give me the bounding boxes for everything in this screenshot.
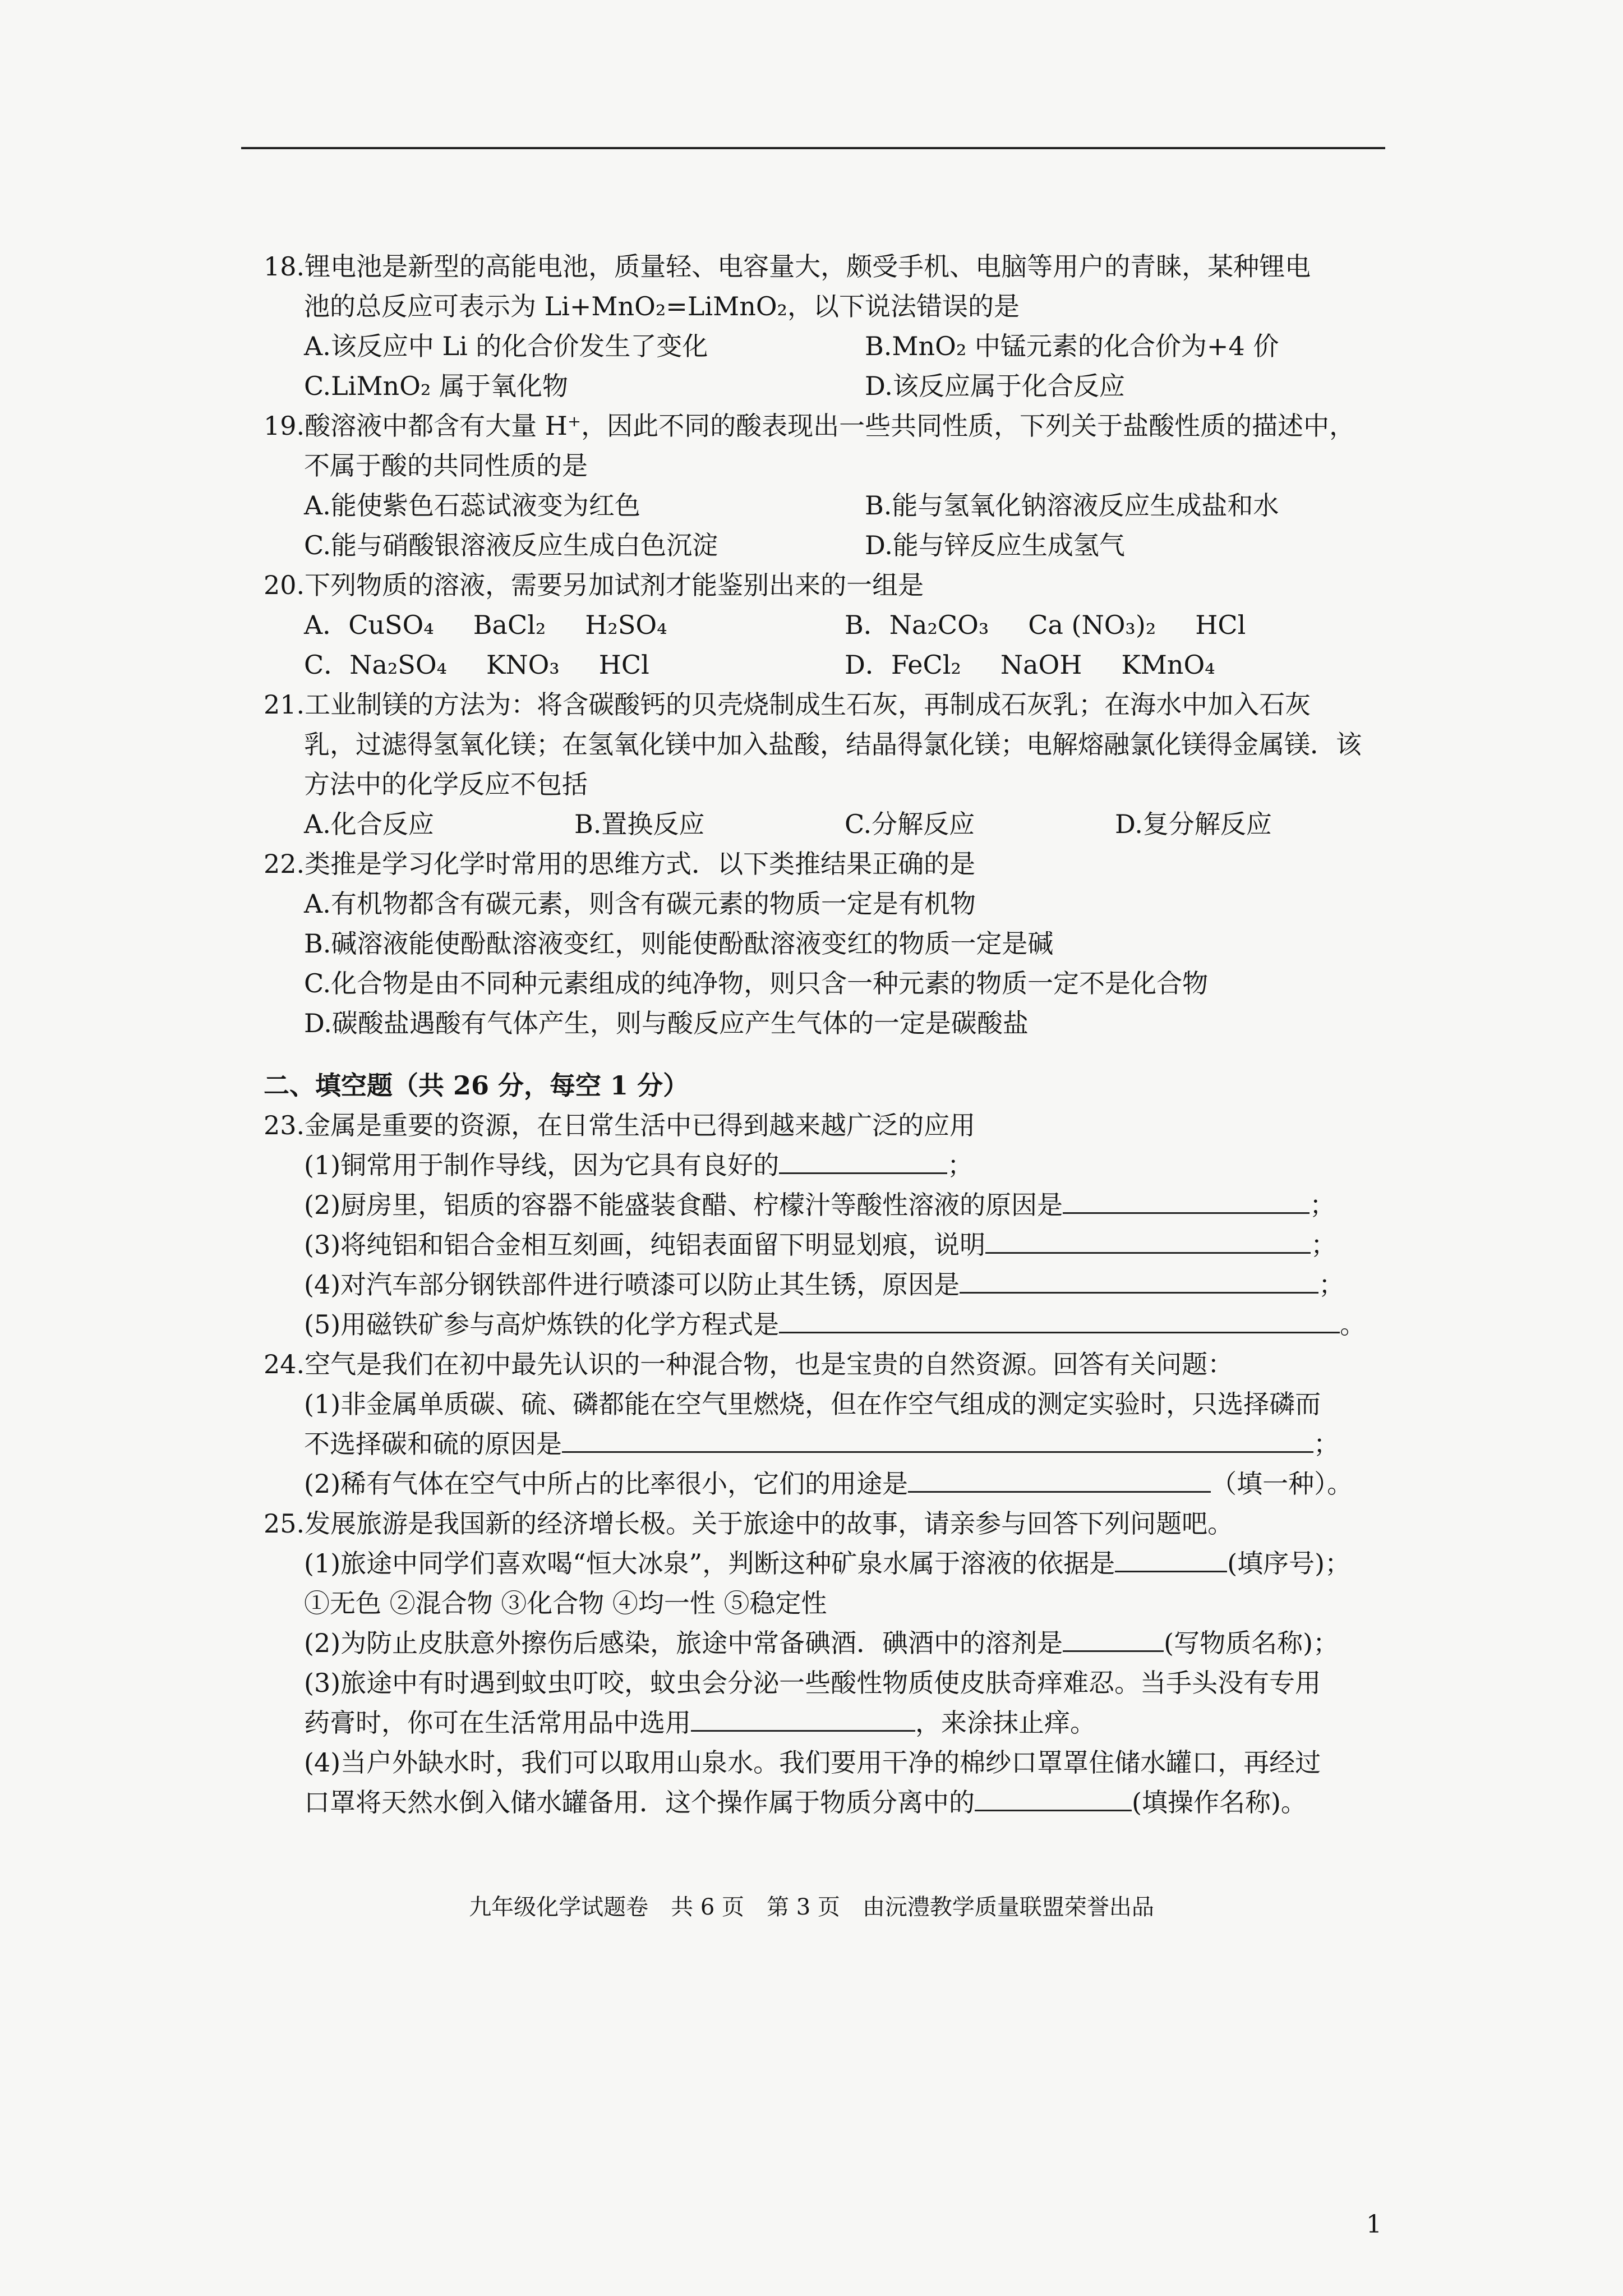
question-stem: 18.锂电池是新型的高能电池，质量轻、电容量大，颇受手机、电脑等用户的青睐，某种锂电 [264, 251, 1311, 282]
section-heading: 二、填空题（共 26 分，每空 1 分） [264, 1070, 689, 1101]
formula: Ca (NO₃)₂ [1028, 610, 1156, 640]
question-text: ①无色 ②混合物 ③化合物 ④均一性 ⑤稳定性 [304, 1588, 827, 1618]
answer-blank[interactable] [562, 1427, 1313, 1453]
question-text: (3)将纯铝和铝合金相互刻画，纯铝表面留下明显划痕，说明 [304, 1230, 986, 1260]
question-text: (1)铜常用于制作导线，因为它具有良好的 [304, 1150, 780, 1180]
formula: KNO₃ [486, 650, 560, 680]
option-row [264, 645, 1385, 685]
question-stem: 23.金属是重要的资源，在日常生活中已得到越来越广泛的应用 [264, 1110, 976, 1140]
question-text: (2)为防止皮肤意外擦伤后感染，旅途中常备碘酒．碘酒中的溶剂是 [304, 1628, 1063, 1658]
question-text: B.碱溶液能使酚酞溶液变红，则能使酚酞溶液变红的物质一定是碱 [304, 928, 1054, 959]
fill-in-line [264, 1185, 1385, 1225]
question-text: (4)当户外缺水时，我们可以取用山泉水。我们要用干净的棉纱口罩罩住储水罐口，再经过 [304, 1747, 1321, 1778]
option-row [264, 804, 1385, 844]
question-text: ，来涂抹止痒。 [915, 1708, 1096, 1738]
question-stem: 19.酸溶液中都含有大量 H⁺，因此不同的酸表现出一些共同性质，下列关于盐酸性质的描述中， [264, 411, 1355, 441]
question-text: 药膏时，你可在生活常用品中选用 [304, 1708, 691, 1738]
fill-in-line [264, 1623, 1385, 1663]
page-footer: 九年级化学试题卷 共 6 页 第 3 页 由沅澧教学质量联盟荣誉出品 [469, 1894, 1154, 1920]
option-row [264, 326, 1385, 366]
question-text: (4)对汽车部分钢铁部件进行喷漆可以防止其生锈，原因是 [304, 1269, 960, 1300]
option-item [304, 605, 845, 645]
question-text: ； [1311, 1230, 1337, 1260]
question-text: (1)非金属单质碳、硫、磷都能在空气里燃烧，但在作空气组成的测定实验时，只选择磷而 [304, 1389, 1321, 1419]
question-text: ； [1310, 1190, 1336, 1220]
option-item: B.能与氢氧化钠溶液反应生成盐和水 [865, 490, 1279, 521]
question-stem: 21.工业制镁的方法为：将含碳酸钙的贝壳烧制成生石灰，再制成石灰乳；在海水中加入石灰 [264, 689, 1311, 720]
header-rule [241, 147, 1385, 149]
page-number: 1 [1366, 2210, 1382, 2239]
answer-blank[interactable] [691, 1705, 915, 1732]
answer-blank[interactable] [960, 1267, 1318, 1294]
fill-in-line [264, 1265, 1385, 1305]
question-text: (填序号)； [1227, 1548, 1351, 1579]
question-text: 不选择碳和硫的原因是 [304, 1429, 562, 1459]
question-text: 口罩将天然水倒入储水罐备用．这个操作属于物质分离中的 [304, 1787, 975, 1818]
option-item: A.能使紫色石蕊试液变为红色 [304, 490, 640, 521]
question-text: A.有机物都含有碳元素，则含有碳元素的物质一定是有机物 [304, 889, 976, 919]
question-stem: 25.发展旅游是我国新的经济增长极。关于旅途中的故事，请亲参与回答下列问题吧。 [264, 1508, 1234, 1539]
question-text: 方法中的化学反应不包括 [304, 769, 588, 799]
answer-blank[interactable] [1115, 1546, 1227, 1572]
formula: NaOH [1000, 650, 1082, 680]
formula: D．FeCl₂ [845, 650, 961, 680]
option-row [264, 526, 1385, 565]
option-item [845, 645, 1385, 685]
question-text: ； [1318, 1269, 1345, 1300]
option-item: A.该反应中 Li 的化合价发生了变化 [304, 331, 708, 361]
option-row [264, 605, 1385, 645]
option-row [264, 486, 1385, 526]
answer-blank[interactable] [975, 1785, 1132, 1811]
formula: C．Na₂SO₄ [304, 650, 447, 680]
formula: H₂SO₄ [585, 610, 667, 640]
question-text: (填操作名称)。 [1132, 1787, 1307, 1818]
option-item: C.分解反应 [845, 809, 975, 839]
answer-blank[interactable] [779, 1307, 1340, 1333]
formula: HCl [598, 650, 649, 680]
fill-in-line [264, 1783, 1385, 1823]
question-text: (2)稀有气体在空气中所占的比率很小，它们的用途是 [304, 1469, 909, 1499]
answer-blank[interactable] [1063, 1188, 1310, 1214]
option-item: D.能与锌反应生成氢气 [865, 530, 1125, 560]
exam-body [264, 247, 1385, 1823]
answer-blank[interactable] [779, 1148, 947, 1174]
formula: HCl [1195, 610, 1246, 640]
option-item: A.化合反应 [304, 809, 434, 839]
option-item [845, 605, 1385, 645]
formula: BaCl₂ [473, 610, 546, 640]
question-text: ； [1313, 1429, 1339, 1459]
option-item: C.LiMnO₂ 属于氧化物 [304, 371, 568, 401]
answer-blank[interactable] [1063, 1626, 1164, 1652]
question-text: (5)用磁铁矿参与高炉炼铁的化学方程式是 [304, 1309, 780, 1340]
question-text: (2)厨房里，铝质的容器不能盛装食醋、柠檬汁等酸性溶液的原因是 [304, 1190, 1063, 1220]
fill-in-line [264, 1145, 1385, 1185]
option-item: B.置换反应 [574, 809, 705, 839]
question-text: 池的总反应可表示为 Li+MnO₂=LiMnO₂，以下说法错误的是 [304, 291, 1020, 321]
question-text: 乳，过滤得氢氧化镁；在氢氧化镁中加入盐酸，结晶得氯化镁；电解熔融氯化镁得金属镁．该 [304, 729, 1362, 760]
question-text: 。 [1340, 1309, 1366, 1340]
fill-in-line [264, 1464, 1385, 1504]
question-stem: 22.类推是学习化学时常用的思维方式．以下类推结果正确的是 [264, 849, 976, 879]
formula: B．Na₂CO₃ [845, 610, 989, 640]
fill-in-line [264, 1305, 1385, 1345]
option-item: B.MnO₂ 中锰元素的化合价为+4 价 [865, 331, 1279, 361]
answer-blank[interactable] [985, 1227, 1311, 1254]
fill-in-line [264, 1703, 1385, 1743]
question-text: (1)旅途中同学们喜欢喝“恒大冰泉”，判断这种矿泉水属于溶液的依据是 [304, 1548, 1115, 1579]
option-item: D.该反应属于化合反应 [865, 371, 1125, 401]
question-stem: 24.空气是我们在初中最先认识的一种混合物，也是宝贵的自然资源。回答有关问题： [264, 1349, 1234, 1379]
question-text: （填一种）。 [1211, 1469, 1353, 1499]
formula: KMnO₄ [1121, 650, 1215, 680]
option-item: D.复分解反应 [1115, 809, 1272, 839]
option-item: C.能与硝酸银溶液反应生成白色沉淀 [304, 530, 718, 560]
question-text: D.碳酸盐遇酸有气体产生，则与酸反应产生气体的一定是碳酸盐 [304, 1008, 1029, 1038]
question-text: (3)旅途中有时遇到蚊虫叮咬，蚊虫会分泌一些酸性物质使皮肤奇痒难忍。当手头没有专用 [304, 1668, 1321, 1698]
formula: A．CuSO₄ [304, 610, 434, 640]
option-row [264, 366, 1385, 406]
answer-blank[interactable] [908, 1466, 1211, 1493]
fill-in-line [264, 1225, 1385, 1265]
question-stem: 20.下列物质的溶液，需要另加试剂才能鉴别出来的一组是 [264, 570, 924, 600]
question-text: 不属于酸的共同性质的是 [304, 450, 588, 481]
question-text: (写物质名称)； [1164, 1628, 1339, 1658]
fill-in-line [264, 1424, 1385, 1464]
option-item [304, 645, 845, 685]
fill-in-line [264, 1544, 1385, 1584]
question-text: C.化合物是由不同种元素组成的纯净物，则只含一种元素的物质一定不是化合物 [304, 968, 1209, 999]
question-text: ； [947, 1150, 974, 1180]
